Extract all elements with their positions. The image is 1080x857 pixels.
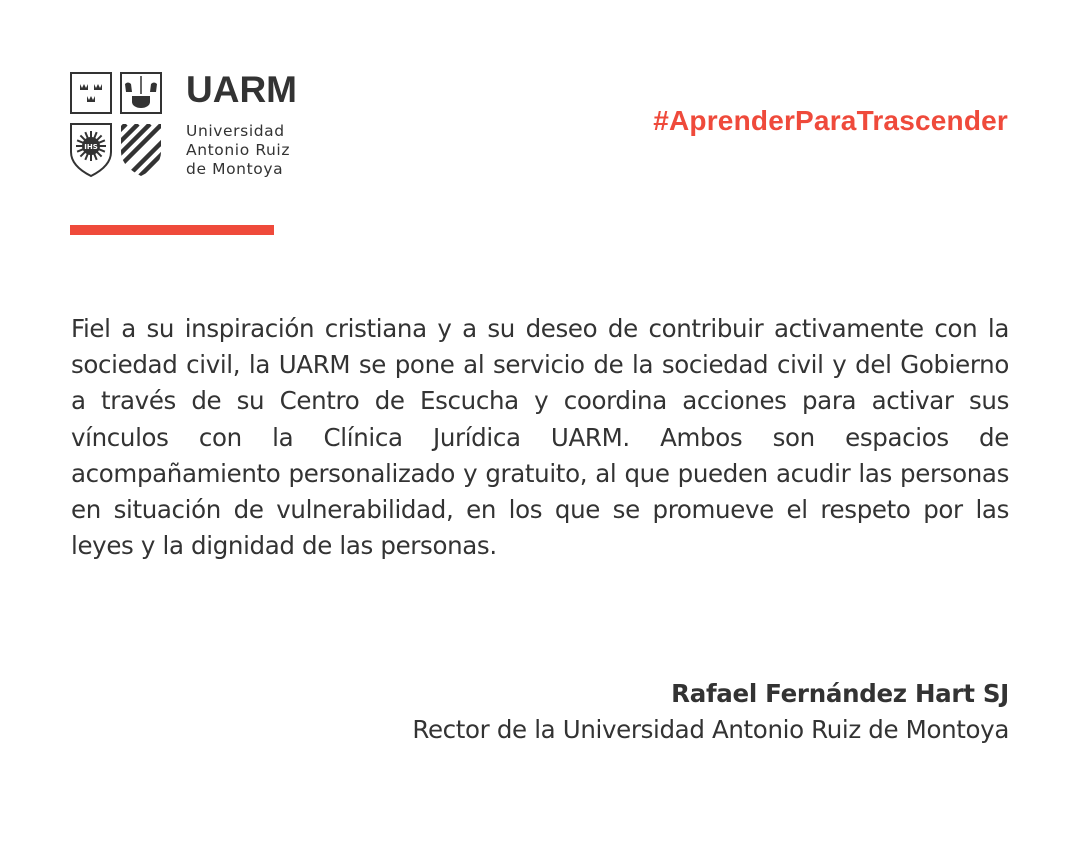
body-paragraph: Fiel a su inspiración cristiana y a su deseo de contribuir activamente con la sociedad civil, la UARM se pone al servicio de la sociedad civil y del Gobierno a través de su Centro de Escucha y coordina acciones para activar sus vínculos con la Clínica Jurídica UARM. Ambos son espacios de acompañamiento personalizado y gratuito, al que pueden acudir las personas en situación de vulnerabilidad, en los que se promueve el respeto por las leyes y la dignidad de las personas. <box>71 314 1009 561</box>
wordmark <box>186 69 297 179</box>
signature-title: Rector de la Universidad Antonio Ruiz de Montoya <box>412 715 1009 744</box>
accent-divider <box>70 225 274 235</box>
brand-full-name <box>186 122 297 179</box>
hashtag: #AprenderParaTrascender <box>653 105 1008 136</box>
brand-full-name-line: de Montoya <box>186 160 284 178</box>
brand-short-name: UARM <box>186 69 297 110</box>
crest-icon <box>70 72 162 178</box>
signature-name: Rafael Fernández Hart SJ <box>671 679 1009 708</box>
brand-full-name-line: Universidad <box>186 122 285 140</box>
signature-block <box>412 676 1009 748</box>
uarm-logo <box>70 69 320 184</box>
svg-text:IHS: IHS <box>84 143 98 151</box>
brand-full-name-line: Antonio Ruiz <box>186 141 291 159</box>
